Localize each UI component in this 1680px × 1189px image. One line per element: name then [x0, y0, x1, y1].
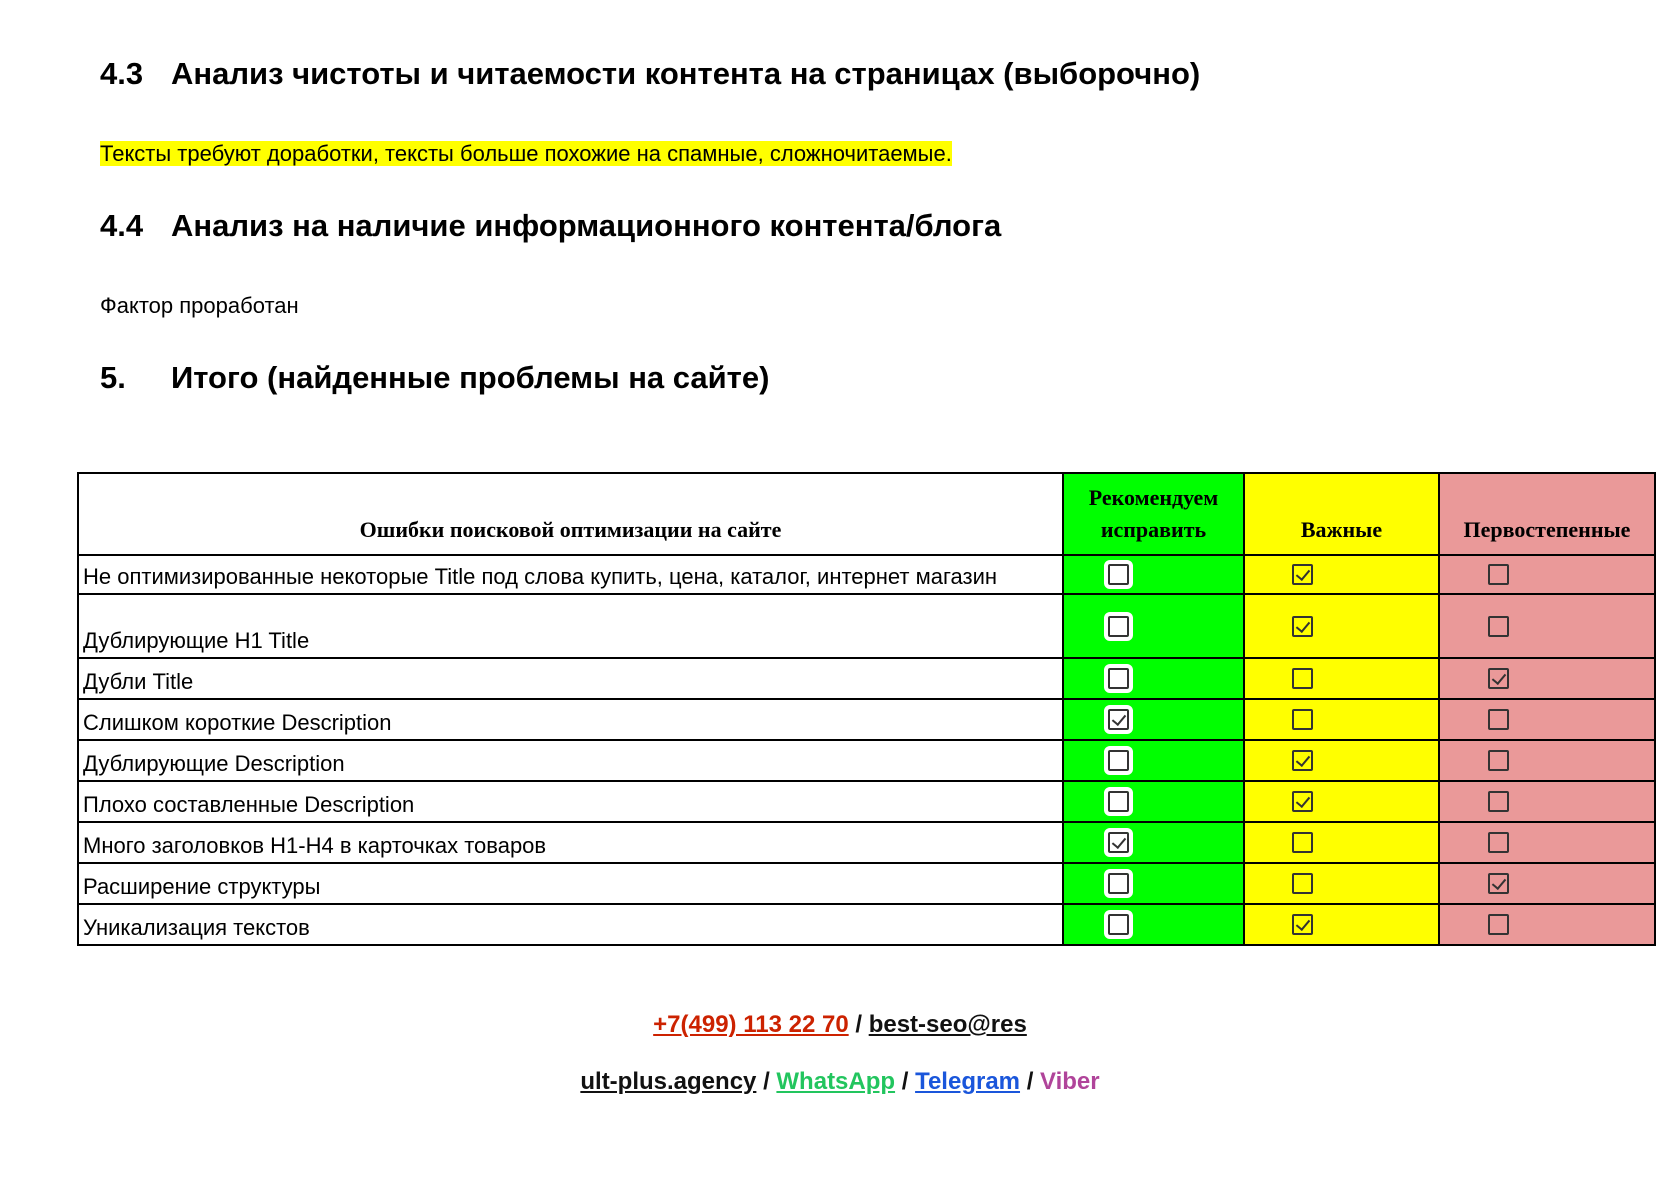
recommend-cell	[1063, 699, 1244, 740]
table-row	[78, 555, 1655, 594]
issue-label: Дубли Title	[78, 658, 1063, 699]
header-important: Важные	[1244, 473, 1439, 555]
header-recommend: Рекомендуем исправить	[1063, 473, 1244, 555]
table-row	[78, 658, 1655, 699]
important-cell	[1244, 658, 1439, 699]
issue-label: Плохо составленные Description	[78, 781, 1063, 822]
priority-cell	[1439, 658, 1655, 699]
important-cell	[1244, 699, 1439, 740]
priority-cell	[1439, 822, 1655, 863]
recommend-cell	[1063, 822, 1244, 863]
important-cell	[1244, 555, 1439, 594]
table-row	[78, 822, 1655, 863]
table-row	[78, 699, 1655, 740]
important-checkbox-unchecked[interactable]	[1292, 709, 1313, 730]
recommend-checkbox-unchecked[interactable]	[1108, 914, 1129, 935]
section-number: 5.	[100, 360, 126, 395]
email-link-continued[interactable]: ult-plus.agency	[580, 1068, 757, 1095]
section-heading-4-4	[100, 208, 1001, 244]
section-title: Итого (найденные проблемы на сайте)	[171, 360, 770, 395]
issue-label: Дублирующие H1 Title	[78, 594, 1063, 658]
priority-checkbox-unchecked[interactable]	[1488, 914, 1509, 935]
recommend-checkbox-unchecked[interactable]	[1108, 873, 1129, 894]
recommend-checkbox-checked[interactable]	[1108, 709, 1129, 730]
recommend-checkbox-unchecked[interactable]	[1108, 791, 1129, 812]
important-checkbox-checked[interactable]	[1292, 564, 1313, 585]
footer-contacts-line-2	[0, 1068, 1680, 1096]
important-cell	[1244, 863, 1439, 904]
important-checkbox-unchecked[interactable]	[1292, 873, 1313, 894]
footer-contacts-line-1	[0, 1011, 1680, 1039]
important-checkbox-checked[interactable]	[1292, 914, 1313, 935]
priority-checkbox-checked[interactable]	[1488, 668, 1509, 689]
recommend-checkbox-unchecked[interactable]	[1108, 564, 1129, 585]
priority-cell	[1439, 555, 1655, 594]
important-cell	[1244, 904, 1439, 945]
separator: /	[901, 1068, 909, 1095]
priority-checkbox-unchecked[interactable]	[1488, 791, 1509, 812]
priority-checkbox-unchecked[interactable]	[1488, 832, 1509, 853]
table-row	[78, 740, 1655, 781]
separator: /	[855, 1011, 863, 1038]
recommend-cell	[1063, 555, 1244, 594]
section-heading-4-3	[100, 56, 1200, 92]
table-row	[78, 904, 1655, 945]
priority-checkbox-checked[interactable]	[1488, 873, 1509, 894]
table-row	[78, 863, 1655, 904]
recommend-cell	[1063, 863, 1244, 904]
recommend-cell	[1063, 781, 1244, 822]
telegram-link[interactable]: Telegram	[915, 1068, 1021, 1095]
important-checkbox-unchecked[interactable]	[1292, 832, 1313, 853]
priority-cell	[1439, 699, 1655, 740]
highlighted-note: Тексты требуют доработки, тексты больше похожие на спамные, сложночитаемые.	[100, 141, 952, 166]
separator: /	[763, 1068, 770, 1095]
important-cell	[1244, 822, 1439, 863]
issue-label: Не оптимизированные некоторые Title под слова купить, цена, каталог, интернет магазин	[78, 555, 1063, 594]
section-title: Анализ на наличие информационного контента/блога	[171, 208, 1002, 243]
section-4-4-text: Фактор проработан	[100, 293, 299, 318]
header-priority: Первостепенные	[1439, 473, 1655, 555]
whatsapp-link[interactable]: WhatsApp	[776, 1068, 896, 1095]
separator: /	[1026, 1068, 1034, 1095]
priority-cell	[1439, 781, 1655, 822]
priority-cell	[1439, 740, 1655, 781]
section-heading-5	[100, 360, 769, 396]
recommend-cell	[1063, 658, 1244, 699]
important-cell	[1244, 594, 1439, 658]
priority-checkbox-unchecked[interactable]	[1488, 616, 1509, 637]
recommend-cell	[1063, 740, 1244, 781]
seo-issues-table	[77, 472, 1656, 946]
issue-label: Расширение структуры	[78, 863, 1063, 904]
important-cell	[1244, 740, 1439, 781]
issue-label: Уникализация текстов	[78, 904, 1063, 945]
section-4-3-text	[100, 141, 952, 167]
important-checkbox-unchecked[interactable]	[1292, 668, 1313, 689]
viber-link[interactable]: Viber	[1040, 1068, 1100, 1095]
section-number: 4.3	[100, 56, 144, 91]
table-row	[78, 594, 1655, 658]
important-checkbox-checked[interactable]	[1292, 791, 1313, 812]
section-number: 4.4	[100, 208, 144, 243]
section-title: Анализ чистоты и читаемости контента на страницах (выборочно)	[171, 56, 1201, 91]
issue-label: Дублирующие Description	[78, 740, 1063, 781]
priority-cell	[1439, 863, 1655, 904]
table-row	[78, 781, 1655, 822]
email-link[interactable]: best-seo@res	[868, 1011, 1027, 1038]
phone-link[interactable]: +7(499) 113 22 70	[653, 1011, 849, 1038]
priority-cell	[1439, 904, 1655, 945]
recommend-cell	[1063, 904, 1244, 945]
priority-checkbox-unchecked[interactable]	[1488, 750, 1509, 771]
recommend-checkbox-checked[interactable]	[1108, 832, 1129, 853]
recommend-cell	[1063, 594, 1244, 658]
recommend-checkbox-unchecked[interactable]	[1108, 616, 1129, 637]
recommend-checkbox-unchecked[interactable]	[1108, 750, 1129, 771]
priority-checkbox-unchecked[interactable]	[1488, 709, 1509, 730]
priority-checkbox-unchecked[interactable]	[1488, 564, 1509, 585]
important-cell	[1244, 781, 1439, 822]
important-checkbox-checked[interactable]	[1292, 616, 1313, 637]
issue-label: Много заголовков H1-H4 в карточках товаров	[78, 822, 1063, 863]
important-checkbox-checked[interactable]	[1292, 750, 1313, 771]
priority-cell	[1439, 594, 1655, 658]
header-issue: Ошибки поисковой оптимизации на сайте	[78, 473, 1063, 555]
issue-label: Слишком короткие Description	[78, 699, 1063, 740]
table-header-row	[78, 473, 1655, 555]
recommend-checkbox-unchecked[interactable]	[1108, 668, 1129, 689]
